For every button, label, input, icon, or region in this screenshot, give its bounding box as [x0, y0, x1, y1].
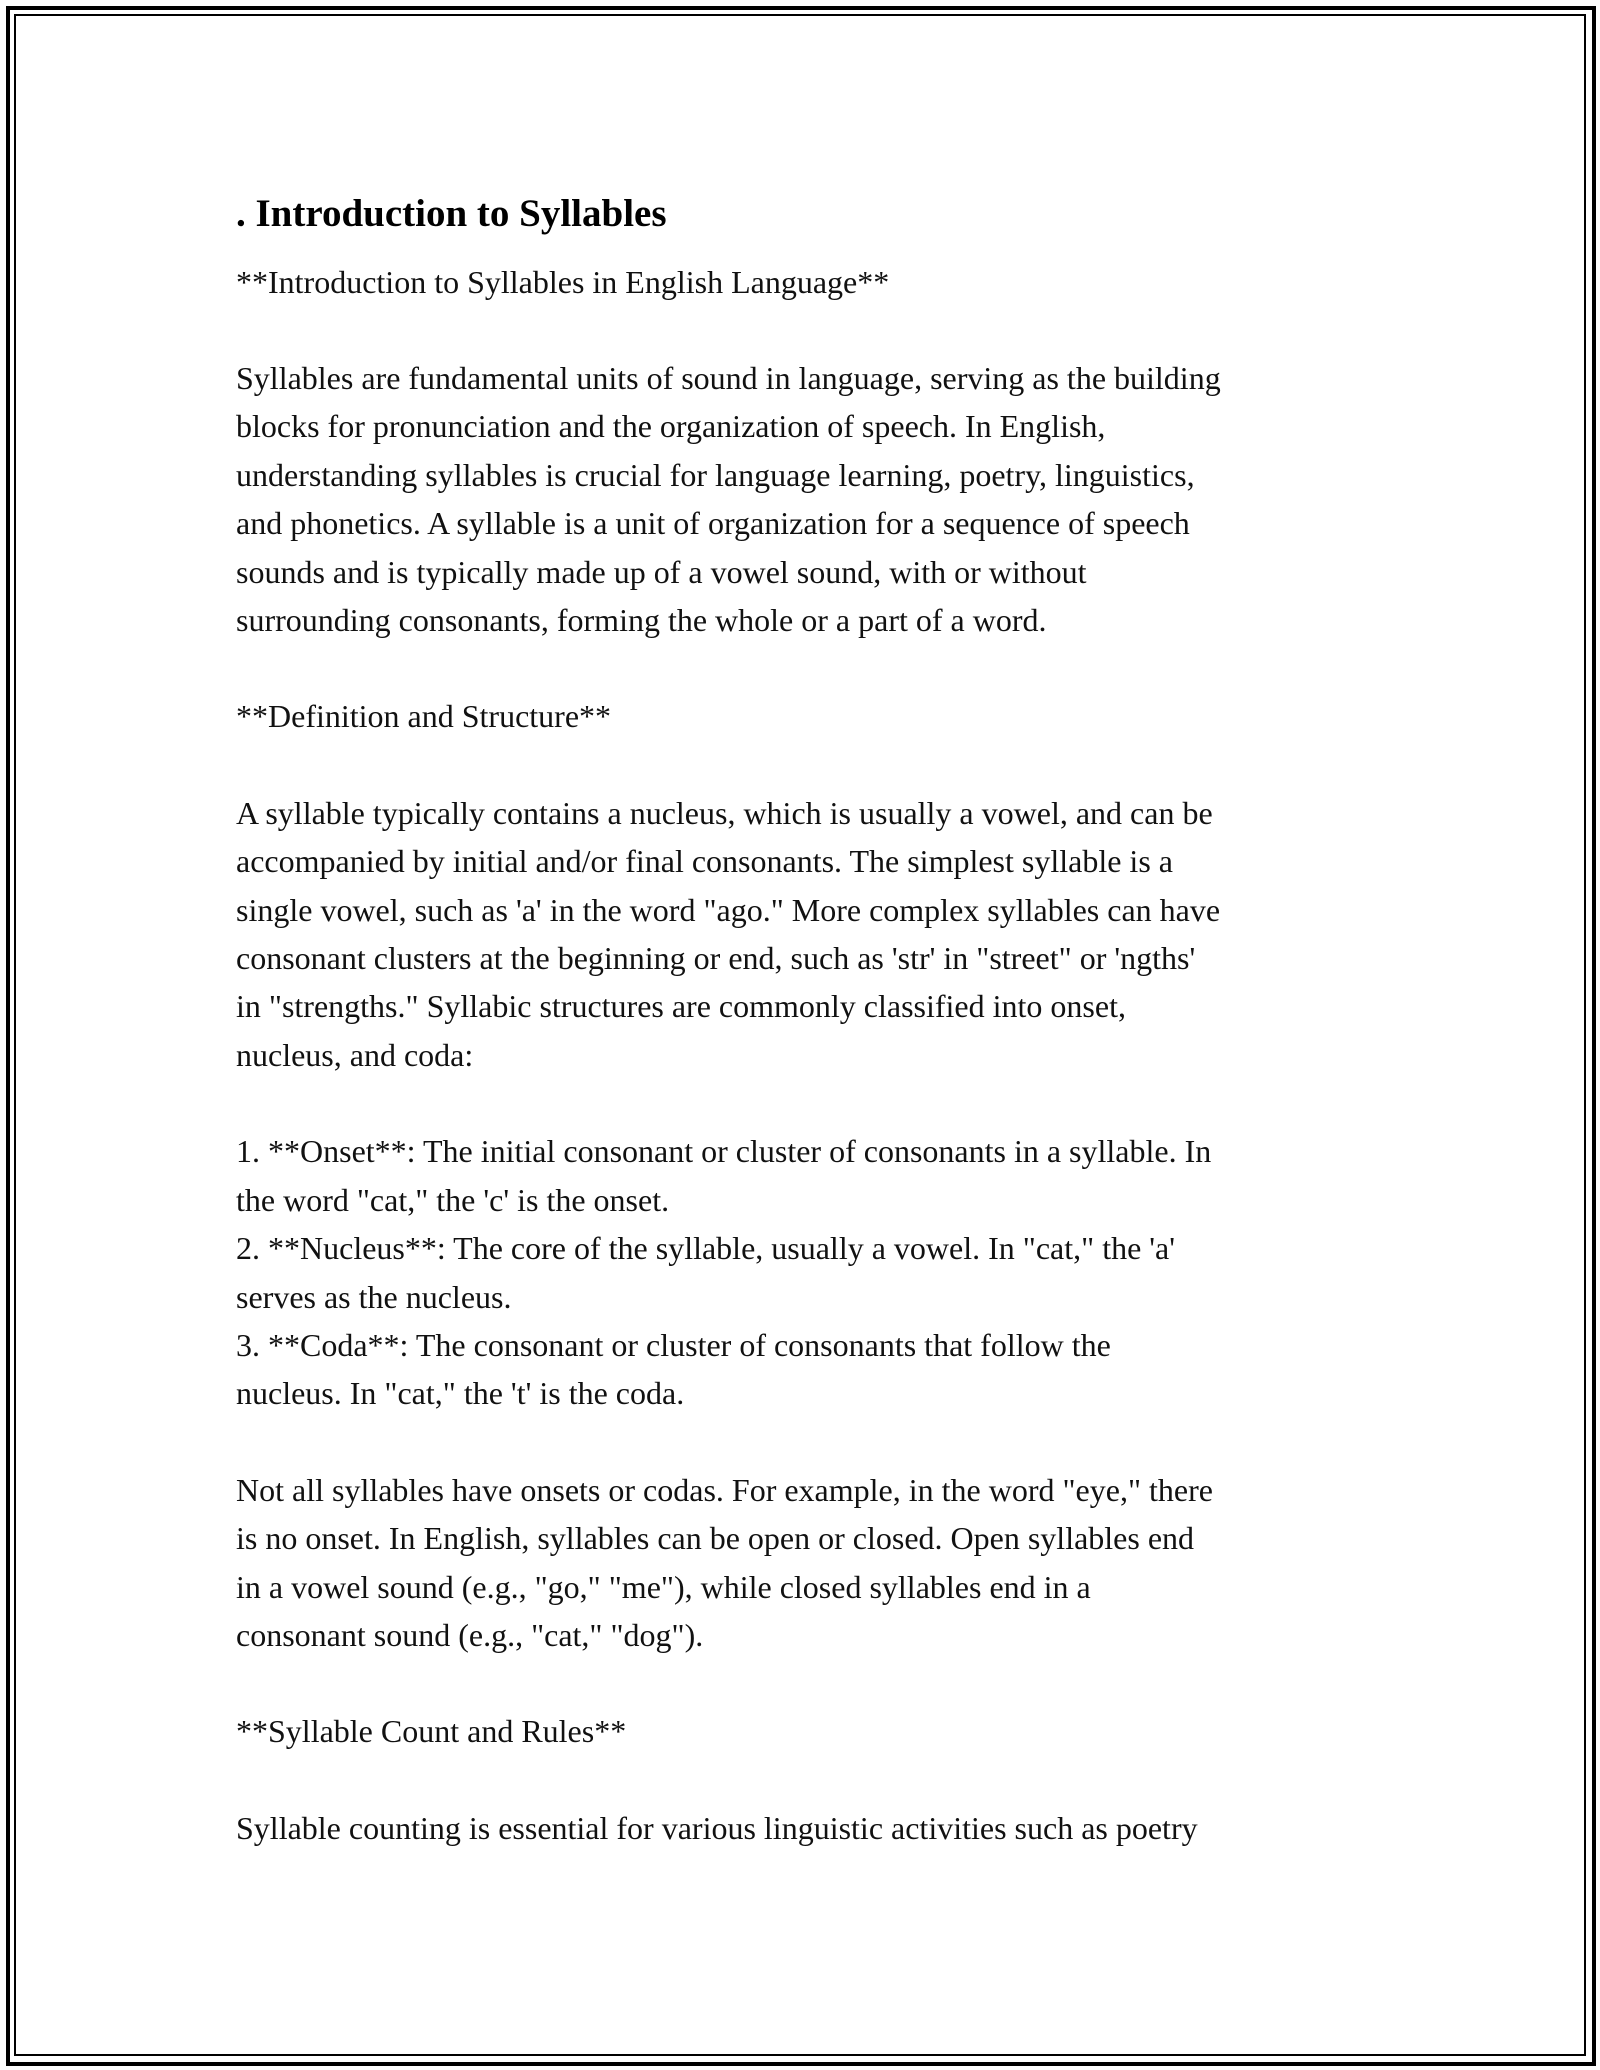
- definition-paragraph: A syllable typically contains a nucleus, which is usually a vowel, and can be accompanied by initial and/or final consonants. The simplest syllable is a single vowel, such as 'a' in the word "ago." More complex syllables can have consonant clusters at the beginning or end, such as 'str' in "street" or 'ngths' in "strengths." Syllabic structures are commonly classified into onset, nucleus, and coda:: [236, 794, 1221, 1073]
- open-closed-paragraph: Not all syllables have onsets or codas. For example, in the word "eye," there is no onset. In English, syllables can be open or closed. Open syllables end in a vowel sound (e.g., "go," "me"), while closed syllables end in a consonant sound (e.g., "cat," "dog").: [236, 1471, 1213, 1653]
- count-heading: **Syllable Count and Rules**: [236, 1713, 627, 1750]
- list-item-nucleus: 2. **Nucleus**: The core of the syllable, usually a vowel. In "cat," the 'a' serves as the nucleus.: [236, 1230, 1176, 1315]
- page-title: . Introduction to Syllables: [236, 192, 667, 235]
- definition-heading: **Definition and Structure**: [236, 698, 612, 735]
- document-subtitle: **Introduction to Syllables in English Language**: [236, 264, 890, 300]
- intro-paragraph: Syllables are fundamental units of sound in language, serving as the building blocks for pronunciation and the organization of speech. In English, understanding syllables is crucial for language learning, poetry, linguistics, and phonetics. A syllable is a unit of organization for a sequence of speech sounds and is typically made up of a vowel sound, with or without surrounding consonants, forming the whole or a part of a word.: [236, 360, 1221, 639]
- list-item-coda: 3. **Coda**: The consonant or cluster of consonants that follow the nucleus. In "cat," the 't' is the coda.: [236, 1326, 1111, 1412]
- list-item-onset: 1. **Onset**: The initial consonant or cluster of consonants in a syllable. In the word "cat," the 'c' is the onset.: [236, 1133, 1212, 1218]
- structure-list: [236, 1127, 1376, 1417]
- count-paragraph: Syllable counting is essential for various linguistic activities such as poetry: [236, 1809, 1198, 1846]
- document-body: [236, 186, 1376, 1852]
